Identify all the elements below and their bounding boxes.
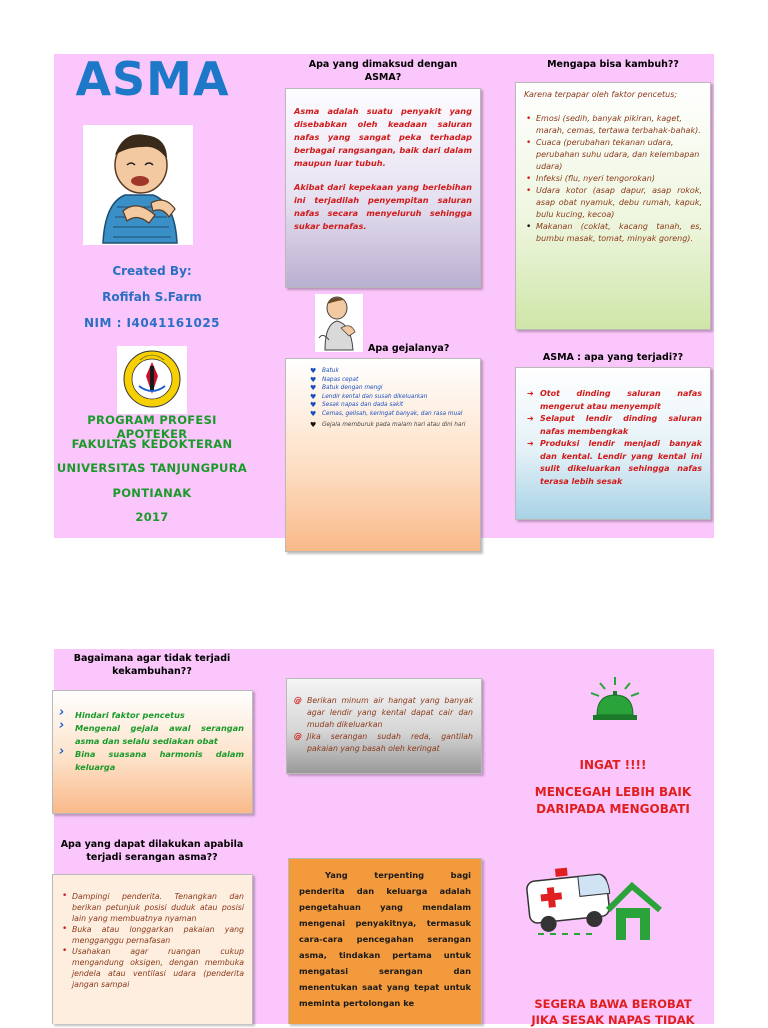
coughing-man-illustration [83,125,193,245]
student-id: NIM : I4041161025 [83,316,221,330]
list-item: ➔ Otot dinding saluran nafas mengerut atau menyempit [526,388,702,413]
what-happens-box [515,367,711,520]
relapse-list [524,113,702,245]
university-logo [117,346,187,414]
list-item: › Hindari faktor pencetus [57,709,244,722]
prevention-heading: Bagaimana agar tidak terjadi kekambuhan?? [73,653,231,677]
list-item: • Emosi (sedih, banyak pikiran, kaget, marah, cemas, tertawa terbahak-bahak). [524,113,702,137]
ambulance-house-illustration [520,858,670,954]
faculty-name: FAKULTAS KEDOKTERAN [71,437,233,451]
list-item: ➔ Produksi lendir menjadi banyak dan kental. Lendir yang kental ini sulit dikeluarkan sehingga nafas terasa lebih sesak [526,438,702,488]
list-item: ♥ Batuk [308,367,472,376]
program-name: PROGRAM PROFESI APOTEKER [87,413,217,441]
list-item: ♥ Napas cepat [308,376,472,385]
list-item: • Usahakan agar ruangan cukup mengandung oksigen, dengan membuka jendela atau ventilasi udara (penderita jangan sampai [59,946,244,990]
symptoms-box [285,358,481,552]
list-item: • Dampingi penderita. Tenangkan dan berikan petunjuk posisi duduk atau posisi lain yang membuatnya nyaman [59,891,244,924]
prevention-list [57,709,244,774]
year: 2017 [135,510,169,524]
list-item: @ Berikan minum air hangat yang banyak agar lendir yang kental dapat cair dan mudah dikeluarkan [293,695,473,731]
definition-box [285,88,481,288]
definition-heading: Apa yang dimaksud dengan ASMA? [308,59,458,83]
bell-icon [585,675,645,723]
list-item: ♥ Gejala memburuk pada malam hari atau dini hari [308,421,472,430]
list-item: • Cuaca (perubahan tekanan udara, perubahan suhu udara, dan kelembapan udara) [524,137,702,173]
list-item: @ Jika serangan sudah reda, gantilah pakaian yang basah oleh keringat [293,731,473,755]
first-aid-box [286,678,482,774]
important-text: Yang terpenting bagi penderita dan keluarga adalah pengetahuan yang mendalam mengenai penyakitnya, termasuk cara-cara pencegahan serangan asma, tindakan pertama untuk mengatasi serangan dan menentukan saat yang tepat untuk meminta pertolongan ke [299,870,471,1008]
what-happens-list [526,388,702,488]
definition-paragraph-1: Asma adalah suatu penyakit yang disebabkan oleh keadaan saluran nafas yang sangat peka terhadap berbagai rangsangan, baik dari dalam maupun luar tubuh. [294,106,472,168]
attack-list [59,891,244,990]
attack-heading: Apa yang dapat dilakukan apabila terjadi serangan asma?? [60,839,244,863]
slogan: MENCEGAH LEBIH BAIK DARIPADA MENGOBATI [534,785,692,816]
list-item: › Mengenal gejala awal serangan asma dan selalu sediakan obat [57,722,244,748]
first-aid-list [293,695,473,755]
prevention-box [52,690,253,814]
list-item: • Buka atau longgarkan pakaian yang mengganggu pernafasan [59,924,244,946]
list-item: › Bina suasana harmonis dalam keluarga [57,748,244,774]
list-item: ♥ Cemas, gelisah, keringat banyak, dan rasa mual [308,410,472,419]
coughing-person-icon [315,294,363,352]
list-item: ♥ Batuk dengan mengi [308,384,472,393]
what-happens-heading: ASMA : apa yang terjadi?? [542,352,684,363]
important-box [288,858,482,1024]
author-name: Rofifah S.Farm [102,290,202,304]
university-name: UNIVERSITAS TANJUNGPURA [56,461,248,475]
definition-paragraph-2: Akibat dari kepekaan yang berlebihan ini terjadilah penyempitan saluran nafas secara menyeluruh sehingga sukar bernafas. [294,182,472,231]
list-item: • Infeksi (flu, nyeri tengorokan) [524,173,702,185]
page-title: ASMA [75,52,230,106]
created-by-label: Created By: [112,264,192,278]
call-to-action: SEGERA BAWA BEROBAT JIKA SESAK NAPAS TIDAK [531,997,695,1027]
attack-box [52,874,253,1024]
remember-text: INGAT !!!! [579,758,647,772]
relapse-box [515,82,711,330]
city-name: PONTIANAK [112,486,192,500]
relapse-heading: Mengapa bisa kambuh?? [547,59,679,70]
list-item: ♥ Lendir kental dan susah dikeluarkan [308,393,472,402]
symptoms-list [308,367,472,430]
symptoms-heading: Apa gejalanya? [368,343,450,354]
list-item: • Makanan (coklat, kacang tanah, es, bumbu masak, tomat, minyak goreng). [524,221,702,245]
relapse-intro: Karena terpapar oleh faktor pencetus; [524,90,678,99]
list-item: ➔ Selaput lendir dinding saluran nafas membengkak [526,413,702,438]
list-item: • Udara kotor (asap dapur, asap rokok, asap obat nyamuk, debu rumah, kapuk, bulu kucing, kecoa) [524,185,702,221]
list-item: ♥ Sesak napas dan dada sakit [308,401,472,410]
